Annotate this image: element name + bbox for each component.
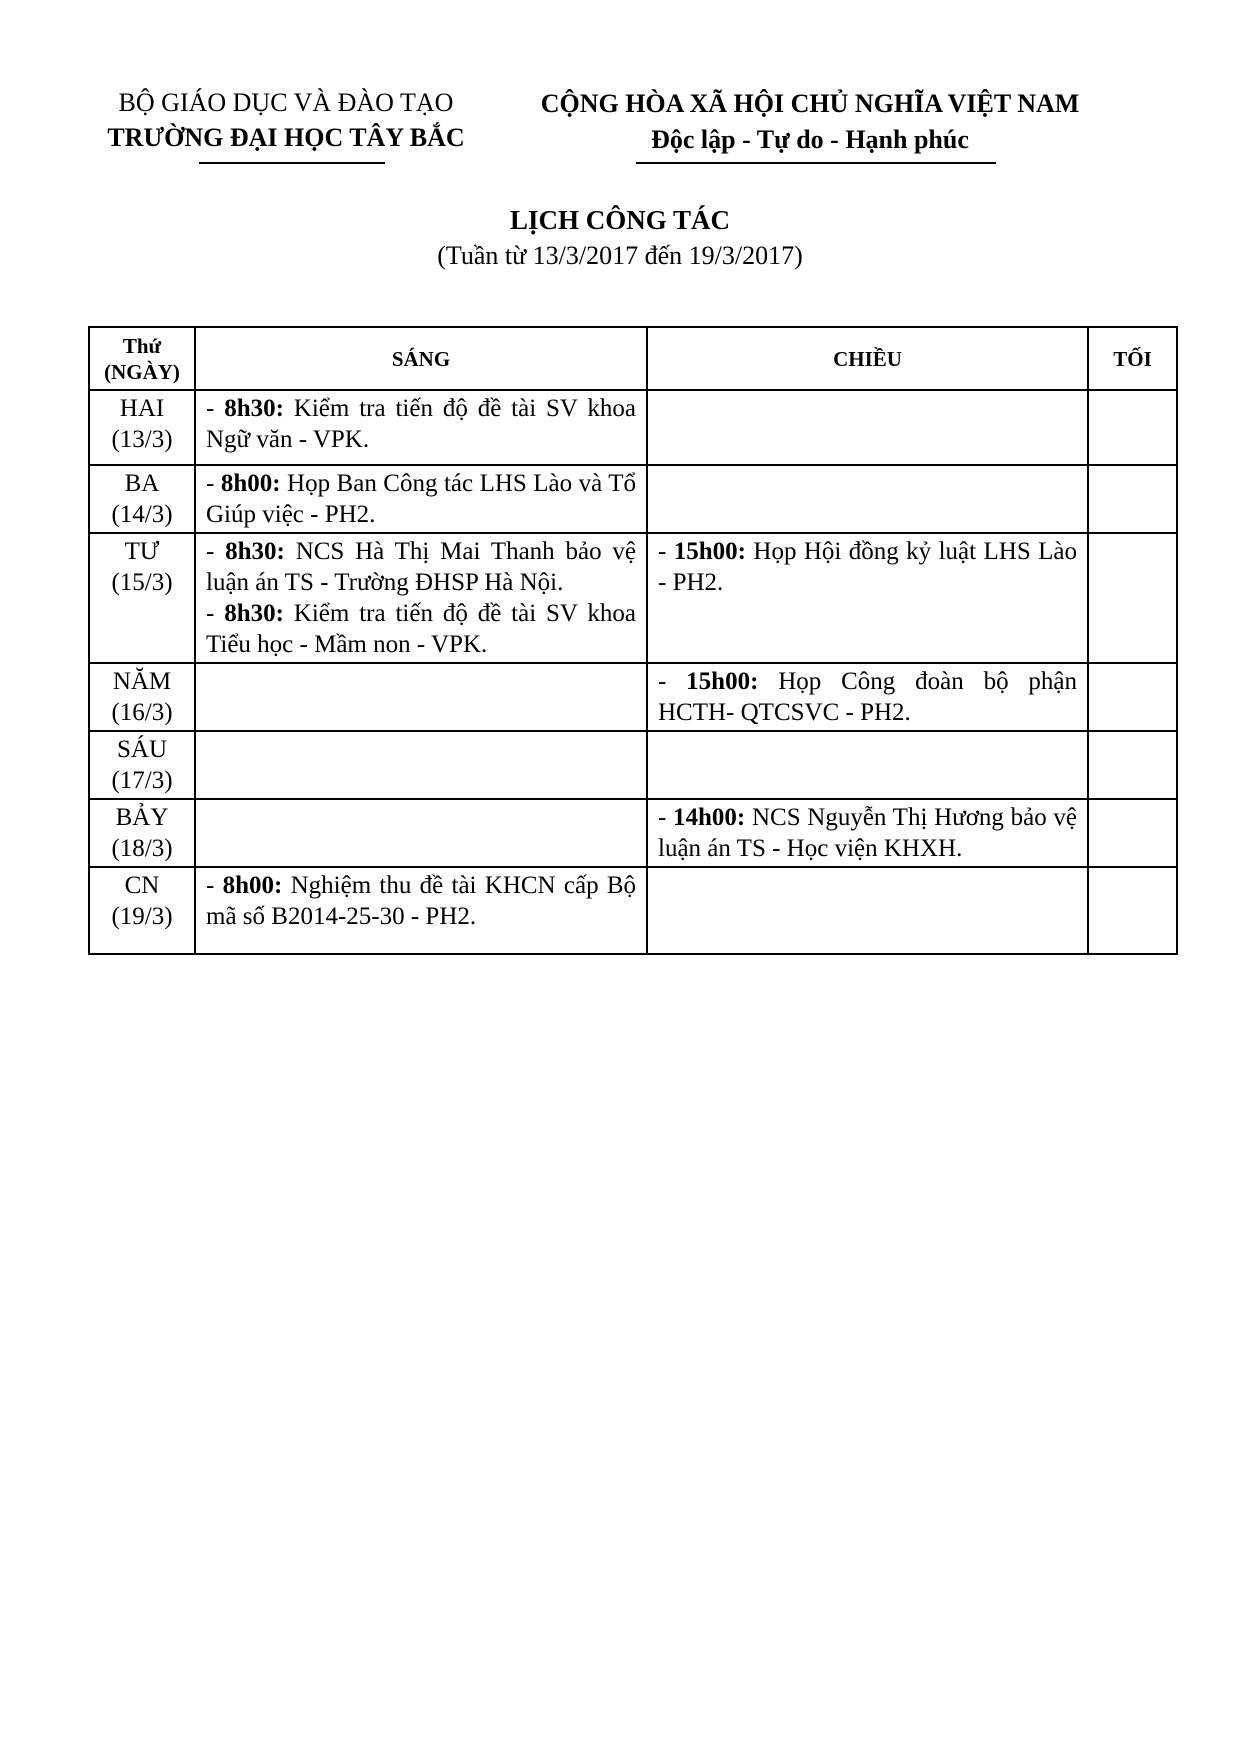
entry-text: NCS Nguyễn Thị Hương bảo vệ luận án TS - Học viện KHXH. <box>658 804 1077 862</box>
day-cell <box>89 465 195 533</box>
day-name: BA <box>124 470 160 497</box>
entry-time: 8h00: <box>220 470 281 497</box>
header-day <box>89 327 195 390</box>
entry-time: 8h00: <box>222 872 283 899</box>
evening-cell <box>1088 867 1177 954</box>
day-date: (16/3) <box>111 699 173 726</box>
evening-cell <box>1088 390 1177 465</box>
header-day-line1: Thứ <box>122 333 162 358</box>
morning-cell <box>195 731 647 799</box>
evening-cell <box>1088 731 1177 799</box>
entry-time: 15h00: <box>686 668 759 695</box>
day-cell <box>89 663 195 731</box>
evening-cell <box>1088 533 1177 663</box>
afternoon-cell <box>647 465 1088 533</box>
day-name: BẢY <box>115 804 169 831</box>
entry-time: 15h00: <box>673 538 746 565</box>
afternoon-cell <box>647 731 1088 799</box>
country-name: CỘNG HÒA XÃ HỘI CHỦ NGHĨA VIỆT NAM <box>540 89 1080 118</box>
motto-underline <box>636 162 996 164</box>
table-row <box>89 390 1177 465</box>
entry-time: 14h00: <box>673 804 746 831</box>
table-row <box>89 731 1177 799</box>
schedule-entry: - 8h30: Kiểm tra tiến độ đề tài SV khoa Ngữ văn - VPK. <box>206 395 636 453</box>
schedule-entry: - 8h30: Kiểm tra tiến độ đề tài SV khoa Tiểu học - Mầm non - VPK. <box>206 600 636 658</box>
evening-cell <box>1088 799 1177 867</box>
header-day-line2: (NGÀY) <box>104 359 180 384</box>
table-row <box>89 533 1177 663</box>
day-cell <box>89 799 195 867</box>
schedule-entry: - 14h00: NCS Nguyễn Thị Hương bảo vệ luận án TS - Học viện KHXH. <box>658 804 1077 862</box>
national-motto-block <box>520 86 1100 158</box>
schedule-table <box>88 326 1178 955</box>
entry-text: Họp Công đoàn bộ phận HCTH- QTCSVC - PH2. <box>658 668 1078 726</box>
table-row <box>89 799 1177 867</box>
entry-text: Nghiệm thu đề tài KHCN cấp Bộ mã số B2014-25-30 - PH2. <box>206 872 637 930</box>
entry-text: Kiểm tra tiến độ đề tài SV khoa Tiểu học - Mầm non - VPK. <box>206 600 636 658</box>
entry-time: 8h30: <box>225 538 285 565</box>
entry-time: 8h30: <box>224 600 284 627</box>
document-title: LỊCH CÔNG TÁC <box>509 205 731 235</box>
evening-cell <box>1088 663 1177 731</box>
day-name: CN <box>124 872 160 899</box>
day-name: NĂM <box>112 668 172 695</box>
day-date: (13/3) <box>111 426 173 453</box>
morning-cell <box>195 663 647 731</box>
table-row <box>89 465 1177 533</box>
afternoon-cell <box>647 663 1088 731</box>
title-block <box>0 202 1240 274</box>
entry-text: Họp Ban Công tác LHS Lào và Tổ Giúp việc - PH2. <box>206 470 637 528</box>
afternoon-cell <box>647 533 1088 663</box>
header-evening: TỐI <box>1088 327 1177 390</box>
day-name: HAI <box>119 395 165 422</box>
day-date: (18/3) <box>111 835 173 862</box>
entry-text: NCS Hà Thị Mai Thanh bảo vệ luận án TS - Trường ĐHSP Hà Nội. <box>206 538 636 596</box>
day-name: SÁU <box>116 736 167 763</box>
morning-cell <box>195 799 647 867</box>
issuer-underline <box>199 162 385 164</box>
morning-cell <box>195 390 647 465</box>
entry-text: Kiểm tra tiến độ đề tài SV khoa Ngữ văn - VPK. <box>206 395 636 453</box>
day-date: (19/3) <box>111 903 173 930</box>
day-cell <box>89 731 195 799</box>
entry-time: 8h30: <box>224 395 284 422</box>
schedule-entry: - 15h00: Họp Công đoàn bộ phận HCTH- QTCSVC - PH2. <box>658 668 1078 726</box>
evening-cell <box>1088 465 1177 533</box>
table-row <box>89 867 1177 954</box>
issuer-block <box>96 86 476 156</box>
day-date: (15/3) <box>111 569 173 596</box>
table-header-row <box>89 327 1177 390</box>
morning-cell <box>195 867 647 954</box>
university-name: TRƯỜNG ĐẠI HỌC TÂY BẮC <box>107 123 465 152</box>
day-date: (14/3) <box>111 501 173 528</box>
schedule-entry: - 15h00: Họp Hội đồng kỷ luật LHS Lào - PH2. <box>658 538 1078 596</box>
document-subtitle: (Tuần từ 13/3/2017 đến 19/3/2017) <box>437 241 803 270</box>
day-cell <box>89 867 195 954</box>
schedule-entry: - 8h30: NCS Hà Thị Mai Thanh bảo vệ luận án TS - Trường ĐHSP Hà Nội. <box>206 538 636 596</box>
entry-text: Họp Hội đồng kỷ luật LHS Lào - PH2. <box>658 538 1078 596</box>
motto: Độc lập - Tự do - Hạnh phúc <box>651 125 969 154</box>
afternoon-cell <box>647 867 1088 954</box>
day-cell <box>89 533 195 663</box>
header-morning: SÁNG <box>195 327 647 390</box>
day-cell <box>89 390 195 465</box>
ministry-name: BỘ GIÁO DỤC VÀ ĐÀO TẠO <box>118 88 454 117</box>
schedule-body <box>89 390 1177 954</box>
afternoon-cell <box>647 799 1088 867</box>
table-row <box>89 663 1177 731</box>
day-date: (17/3) <box>111 767 173 794</box>
schedule-entry: - 8h00: Họp Ban Công tác LHS Lào và Tổ Giúp việc - PH2. <box>206 470 637 528</box>
day-name: TƯ <box>124 538 160 565</box>
morning-cell <box>195 465 647 533</box>
header-afternoon: CHIỀU <box>647 327 1088 390</box>
schedule-entry: - 8h00: Nghiệm thu đề tài KHCN cấp Bộ mã số B2014-25-30 - PH2. <box>206 872 637 930</box>
morning-cell <box>195 533 647 663</box>
afternoon-cell <box>647 390 1088 465</box>
